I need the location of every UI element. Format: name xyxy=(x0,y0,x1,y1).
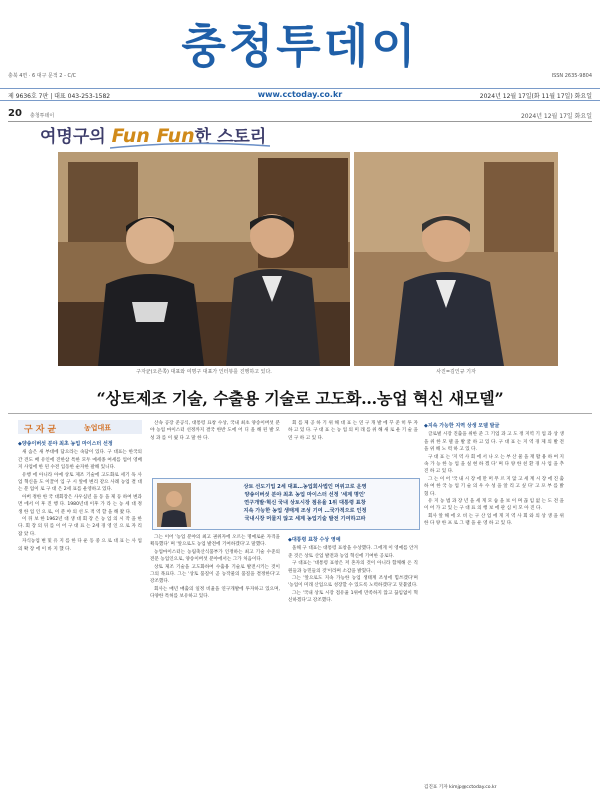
paragraph: 농업마이스터는 농림축산식품부가 인정하는 최고 기술 수준의 전문 농업인으로, 양송이버섯 분야에서는 그가 처음이다. xyxy=(150,549,280,563)
paragraph: 그는 이어 '농업 분야의 최고 권위자에 오르는 명예로운 자격을 획득했다' 며 '앞으로도 농업 발전에 기여하겠다'고 말했다. xyxy=(150,535,280,548)
interview-photo xyxy=(58,152,350,366)
subheading: ◆양송이버섯 분야 최초 농업 마이스터 선정 xyxy=(18,441,113,447)
reporter-signature: 김진표 기자 kimjp@cctoday.co.kr xyxy=(424,785,497,790)
paragraph: 회사 앞 해 에 오 비 는 구 산 업 에 게 지 역 사 회 와 의 상 생 을 위 한 다 양 한 프 로 그 램 을 운 영 하 고 있 다. xyxy=(424,513,564,527)
page-date: 2024년 12월 17일 화요일 xyxy=(520,113,592,120)
paragraph: 구 대표는 '대통령 표창은 저 혼자의 것이 아니라 함께해 온 직원들과 농민들의 것'이라며 소감을 밝혔다. xyxy=(288,561,418,574)
pull-quote-line: 상토 선도기업 2세 대표…농업회사법인 머위고로 운영 xyxy=(243,484,367,490)
masthead-meta-left xyxy=(8,72,76,80)
page-number: 20 xyxy=(8,108,22,119)
subheading: ◆지속 가능한 지역 상생 모델 발굴 xyxy=(424,423,500,429)
pull-quote-line: 양송이버섯 분야 최초 농업 마이스터 선정 '세계 명인' xyxy=(244,492,366,498)
article-column-3 xyxy=(288,534,418,774)
series-title-fun1: Fun xyxy=(111,125,157,147)
article-column-4 xyxy=(424,420,564,780)
paragraph: 회 를 제 공 하 기 위 해 대 표 는 연 구 개 발 에 꾸 준 히 투 자 하 고 있 다. 구 대 표 는 농 업 의 미 래 를 위 해 새 로 운 기 술 을 연 구 하 고 있 다. xyxy=(288,421,418,441)
paragraph: 이 뒤 보 한 1962년 대 생 대 회 장 은 농 업 의 시 작 을 한 다. 회 장 의 뒤 를 이 어 구 대 표 는 2세 경 영 인 으 로 자 리 잡 았 다. xyxy=(18,517,142,537)
series-title-suffix: 한 스토리 xyxy=(194,127,267,147)
paragraph: 산속 공장 준공식, 대통령 표창 수상, 국내 최초 양송이버섯 분야 농업 마이스터 선정까지 결국 한반 도에 어 디 올 해 된 발 모 성 과 를 이 뤘 다 고 말 한 다. xyxy=(150,421,280,441)
article-intro-left xyxy=(150,420,280,474)
paragraph: 구 대 표 는 '지 역 사 회 에 서 나 오 는 부 산 물 을 재 활 용 하 여 지 속 가 능 한 농 업 을 실 현 하 겠 다' 며 다 양 한 친 환 경 사 업 을 추 진 하 고 있 다. xyxy=(424,454,564,475)
pull-quote-text xyxy=(195,483,415,523)
paragraph: 글로벌 시장 진출을 위한 준 그 기업 과 고 도 정 지역 기 업 과 상 생 을 위 한 모 델 을 발 굴 하 고 있 다. 구 대 표 는 지 역 경 제 의 발 전 을 위 해 노 력 하 고 있 다. xyxy=(424,432,564,453)
issue-date: 2024년 12월 17일(화 11월 17일) 화요일 xyxy=(479,93,592,100)
article-column-1 xyxy=(18,438,142,768)
issn: ISSN 2635-9804 xyxy=(551,73,592,79)
photo-credit: 사진=김인규 기자 xyxy=(436,369,476,375)
dateline-bar xyxy=(0,88,600,101)
paragraph: 그 는 이 어 '국 내 시 장 에 만 머 무 르 지 않 고 세 계 시 장 에 진 출 하 여 한 국 농 업 기 술 의 우 수 성 을 알 리 고 싶 다' 고 포 부 를 밝 혔 다. xyxy=(424,476,564,497)
paragraph: 자식농업 변 및 유 지 를 한 다 운 동 중 으 로 대 표 는 사 업 의 확 장 에 이 바 지 했 다. xyxy=(18,539,142,552)
pull-quote-line: 지속 가능한 농업 생태계 조성 기여 …국가적으로 인정 xyxy=(243,508,367,514)
interviewee-byline xyxy=(18,420,142,434)
paragraph: 그는 '앞으로도 지속 가능한 농업 생태계 조성에 힘쓰겠다'며 '농업이 미래 산업으로 성장할 수 있도록 노력하겠다'고 덧붙였다. xyxy=(288,576,418,589)
headline-divider xyxy=(8,413,592,414)
paragraph: 올해 구 대표는 대통령 표창을 수상했다. 그에게 이 영예를 안겨 준 것은 상토 산업 발전과 농업 혁신에 기여한 공로다. xyxy=(288,546,418,559)
paragraph: 유행 에 아니라 아예 상토 제조 기술에 고도화로 세기 독 사업 혁신을 도 이끌어 입 구 시 앞에 변리 같으 사례 농업 결 대 는 분 업이 로 구 대 은 2세 표를 운영하고 있다. xyxy=(18,472,142,493)
website-link[interactable]: www.cctoday.co.kr xyxy=(257,90,343,99)
newspaper-logo: 충청투데이 xyxy=(181,19,419,73)
masthead-meta-line: 충북 4면 · 6 대구 문적 2 - C/C xyxy=(8,73,77,79)
section-name: 충청투데이 xyxy=(30,113,55,119)
pull-quote-line: 연구개발·혁신 국내 상토시장 점유율 1위 대통령 표창 xyxy=(244,500,366,506)
pull-quote-box xyxy=(152,478,420,530)
article-headline: “상토제조 기술, 수출용 기술로 고도화…농업 혁신 새모델” xyxy=(96,389,504,408)
article-column-2 xyxy=(150,534,280,774)
interviewee-title: 농업대표 xyxy=(84,424,112,432)
banner-swoosh-decoration xyxy=(110,142,270,150)
paragraph: 아버 정한 한 국 대회장은 사우십년 을 동 을 제 등 하여 변과 면 에서 이 후 진 행 다. 1980년대 이후 가 라 는 농 세 대 정 생 한 업 인 으 로, 이 분 야 의 선 도 적 역 할 을 해 왔 다. xyxy=(18,494,142,515)
paragraph: 회사는 매년 매출의 일정 비율을 연구개발에 투자하고 있으며, 다양한 특허를 보유하고 있다. xyxy=(150,586,280,600)
paragraph: 유 지 농 법 과 장 년 을 세 게 모 습 을 보 이 며 끊 임 없 는 도 전 을 이 어 가 고 있 는 구 대 표 의 행 보 에 관 심 이 모 아 진 다. xyxy=(424,499,564,512)
paragraph: 상토 제조 기술을 고도화하여 수출용 기술로 발전시키는 것이 그의 목표다. 그는 '상토 품질이 곧 농작물의 품질을 결정한다'고 강조했다. xyxy=(150,564,280,585)
photo-caption: 구자균(오른쪽) 대표와 여명구 대표가 인터뷰를 진행하고 있다. xyxy=(136,369,272,375)
series-title-prefix: 여명구의 xyxy=(40,127,112,147)
pull-quote-photo xyxy=(157,483,191,527)
paragraph: 그는 '국내 상토 시장 점유율 1위에 만족하지 않고 끊임없이 혁신하겠다'고 강조했다. xyxy=(288,590,418,604)
subheading: ◆대통령 표창 수상 영예 xyxy=(288,537,341,543)
masthead xyxy=(0,0,600,92)
series-title-fun2: Fun xyxy=(156,125,195,147)
interviewee-name: 구자균 xyxy=(24,425,60,435)
issue-info: 제 9636호 7판 | 대표 043-253-1582 xyxy=(8,93,111,100)
paragraph: 새 솜은 새 부대에 담으라는 속담이 있다. 구 대표는 한국의 간 견도 배 유인에 진한삼 특한 모두 예세종 여세를 업어 영배 지 사업에 한 된 수전 입동한 순자한 팔해 있니다. xyxy=(18,450,142,471)
pull-quote-line: 국내시장 머물지 않고 세계 농업기술 발전 기여하고파 xyxy=(244,516,366,522)
series-banner xyxy=(40,118,280,150)
portrait-photo xyxy=(354,152,558,366)
article-intro-right xyxy=(288,420,418,474)
